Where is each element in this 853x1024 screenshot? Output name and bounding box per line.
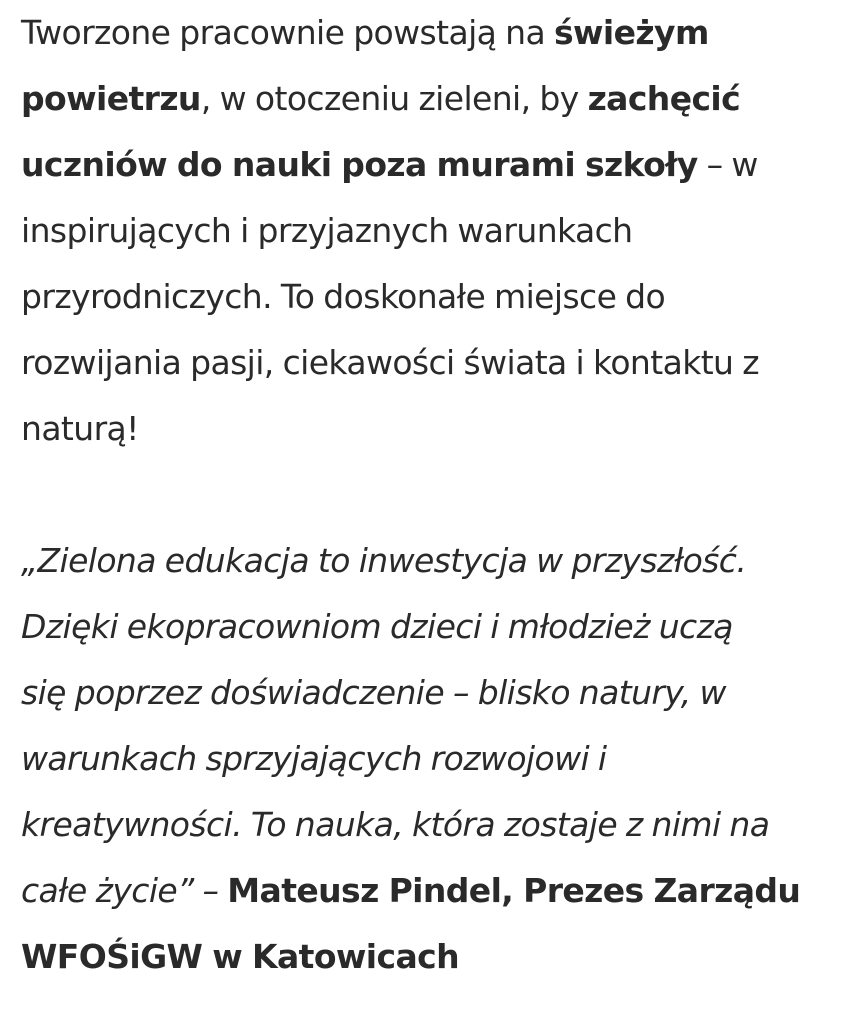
- bold-text-segment: świeżym: [554, 13, 709, 52]
- text-line: [21, 0, 841, 66]
- text-segment: naturą!: [21, 409, 139, 448]
- text-line: [21, 198, 841, 264]
- text-segment: inspirujących i przyjaznych warunkach: [21, 211, 633, 250]
- quote-line: kreatywności. To nauka, która zostaje z nimi na: [21, 805, 770, 844]
- text-line: [21, 66, 841, 132]
- text-segment: Tworzone pracownie powstają na: [21, 13, 554, 52]
- bold-text-segment: uczniów do nauki poza murami szkoły: [21, 145, 698, 184]
- text-segment: rozwijania pasji, ciekawości świata i kontaktu z: [21, 343, 759, 382]
- text-segment: przyrodniczych. To doskonałe miejsce do: [21, 277, 666, 316]
- quote-author: Mateusz Pindel, Prezes Zarządu: [227, 871, 801, 910]
- quote-line: [21, 858, 841, 924]
- quote-line: „Zielona edukacja to inwestycja w przyszłość.: [21, 541, 747, 580]
- quote-line: [21, 924, 841, 990]
- text-line: [21, 396, 841, 462]
- text-segment: – w: [697, 145, 758, 184]
- quote-paragraph: [21, 528, 841, 990]
- bold-text-segment: powietrzu: [21, 79, 201, 118]
- quote-author-organization: WFOŚiGW w Katowicach: [21, 937, 459, 976]
- quote-line: warunkach sprzyjających rozwojowi i: [21, 739, 607, 778]
- quote-line: Dzięki ekopracowniom dzieci i młodzież uczą: [21, 607, 733, 646]
- article-body: [21, 0, 841, 990]
- text-line: [21, 132, 841, 198]
- quote-line: się poprzez doświadczenie – blisko natury, w: [21, 673, 726, 712]
- quote-closing: całe życie” –: [21, 871, 228, 910]
- text-line: [21, 330, 841, 396]
- text-segment: , w otoczeniu zieleni, by: [200, 79, 588, 118]
- bold-text-segment: zachęcić: [587, 79, 741, 118]
- intro-paragraph: [21, 0, 841, 462]
- text-line: [21, 264, 841, 330]
